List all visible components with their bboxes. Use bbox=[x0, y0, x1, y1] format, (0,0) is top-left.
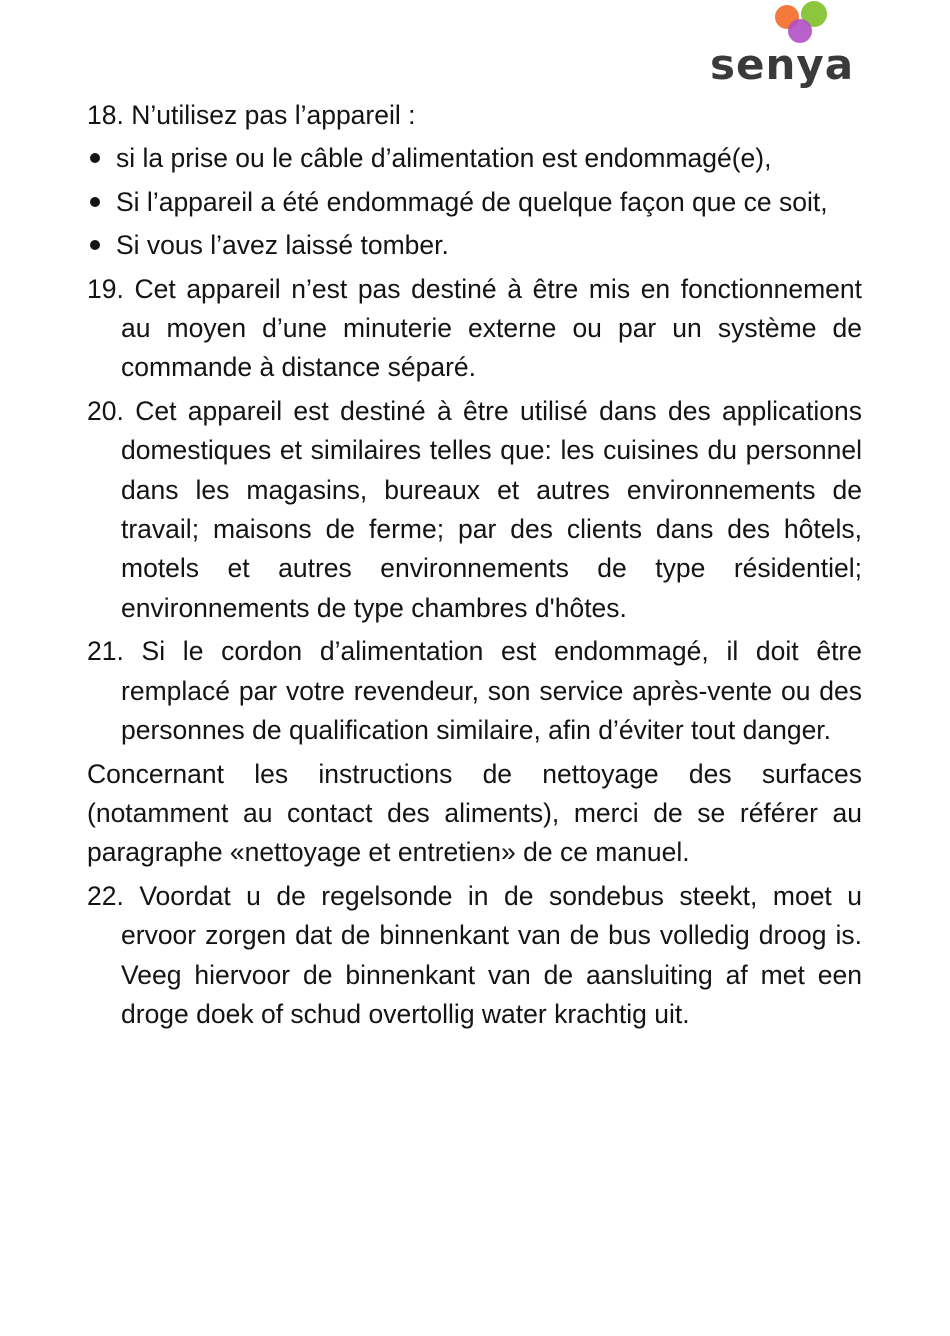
bullet-icon bbox=[90, 240, 100, 250]
document-body bbox=[87, 96, 862, 1038]
item-number: 20. bbox=[87, 395, 124, 426]
cleaning-note: Concernant les instructions de nettoyage des surfaces (notamment au contact des aliments), merci de se référer au paragraphe «nettoyage et entretien» de ce manuel. bbox=[87, 758, 862, 868]
bullet-item: Si vous l’avez laissé tomber. bbox=[87, 226, 862, 265]
item-number: 18. bbox=[87, 100, 124, 130]
list-item-22 bbox=[87, 877, 862, 1035]
bullet-icon bbox=[90, 153, 100, 163]
item-text: N’utilisez pas l’appareil : bbox=[131, 100, 416, 130]
brand-name: senya bbox=[710, 40, 855, 89]
item-number: 19. bbox=[87, 273, 124, 304]
brand-logo bbox=[710, 0, 855, 95]
list-item-18 bbox=[87, 96, 862, 135]
item-number: 22. bbox=[87, 880, 124, 911]
bullet-item: Si l’appareil a été endommagé de quelque façon que ce soit, bbox=[87, 183, 862, 222]
item-text: Cet appareil n’est pas destiné à être mis en fonctionnement au moyen d’une minuterie externe ou par un système de commande à distance séparé. bbox=[121, 273, 862, 383]
list-item-20 bbox=[87, 392, 862, 628]
list-item-21 bbox=[87, 632, 862, 750]
item-number: 21. bbox=[87, 636, 124, 667]
item-text: Si le cordon d’alimentation est endommagé, il doit être remplacé par votre revendeur, son service après-vente ou des personnes de qualification similaire, afin d’éviter tout danger. bbox=[121, 636, 862, 746]
list-item-19 bbox=[87, 270, 862, 388]
bullet-item: si la prise ou le câble d’alimentation est endommagé(e), bbox=[87, 139, 862, 178]
item-text: Cet appareil est destiné à être utilisé dans des applications domestiques et similaires telles que: les cuisines du personnel dans les magasins, bureaux et autres environnements de travail; maisons de ferme; par des clients dans des hôtels, motels et autres environnements de type résidentiel; environnements de type chambres d'hôtes. bbox=[121, 395, 862, 623]
bullet-icon bbox=[90, 197, 100, 207]
bullet-list bbox=[87, 139, 862, 265]
item-text: Voordat u de regelsonde in de sondebus steekt, moet u ervoor zorgen dat de binnenkant van de bus volledig droog is. Veeg hiervoor de binnenkant van de aansluiting af met een droge doek of schud overtollig water krachtig uit. bbox=[121, 880, 863, 1029]
